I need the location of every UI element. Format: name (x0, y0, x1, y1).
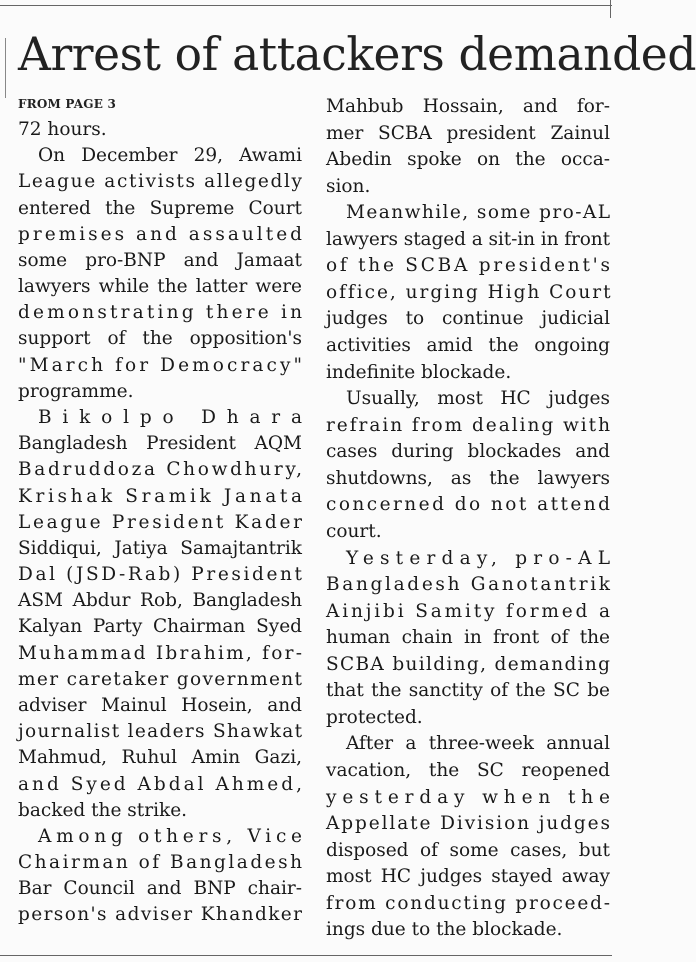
text-line: most HC judges stayed away (326, 866, 610, 888)
text-line: Appellate Division judges (326, 813, 612, 835)
text-line: ASM Abdur Rob, Bangladesh (18, 590, 302, 612)
text-line: Mahmud, Ruhul Amin Gazi, (18, 747, 302, 769)
text-line: that the sanctity of the SC be (326, 680, 610, 702)
text-line: On December 29, Awami (38, 145, 302, 167)
text-line: court. (326, 520, 382, 542)
text-line: After a three-week annual (346, 733, 610, 755)
text-line: Among others, Vice (38, 825, 307, 847)
text-line: support of the opposition's (18, 328, 302, 350)
text-line: human chain in front of the (326, 627, 610, 649)
text-line: shutdowns, as the lawyers (326, 467, 610, 489)
text-line: ings due to the blockade. (326, 919, 563, 941)
text-line: League activists allegedly (18, 171, 304, 193)
text-line: backed the strike. (18, 799, 188, 821)
text-line: mer caretaker government (18, 668, 304, 690)
text-line: activities amid the ongoing (326, 335, 610, 357)
right-edge-rule (610, 0, 611, 18)
text-line: premises and assaulted (18, 223, 306, 245)
text-line: Bar Council and BNP chair- (18, 878, 302, 900)
text-line: judges to continue judicial (326, 308, 610, 330)
text-line: Bangladesh Ganotantrik (326, 574, 613, 596)
text-line: of the SCBA president's (326, 255, 613, 277)
text-line: entered the Supreme Court (18, 197, 302, 219)
left-edge-rule (5, 38, 6, 98)
text-line: Bikolpo Dhara (38, 406, 313, 428)
text-line: SCBA building, demanding (326, 653, 612, 675)
headline: Arrest of attackers demanded (18, 28, 696, 81)
text-line: programme. (18, 380, 134, 402)
text-line: concerned do not attend (326, 494, 613, 516)
text-line: office, urging High Court (326, 281, 613, 303)
text-line: sion. (326, 175, 371, 197)
text-line: cases during blockades and (326, 441, 610, 463)
text-line: refrain from dealing with (326, 414, 612, 436)
text-line: League President Kader (18, 511, 305, 533)
text-line: Muhammad Ibrahim, for- (18, 642, 305, 664)
text-line: vacation, the SC reopened (326, 760, 610, 781)
text-line: some pro-BNP and Jamaat (18, 249, 302, 271)
text-line: Dal (JSD-Rab) President (18, 564, 305, 586)
text-line: lawyers while the latter were (18, 276, 302, 298)
text-line: Kalyan Party Chairman Syed (18, 616, 302, 638)
text-line: Abedin spoke on the occa- (326, 149, 610, 171)
text-line: yesterday when the (326, 786, 616, 808)
text-line: "March for Democracy" (18, 354, 306, 376)
text-line: Usually, most HC judges (346, 388, 610, 410)
text-line: Krishak Sramik Janata (18, 485, 306, 507)
bottom-rule (0, 955, 612, 956)
text-line: Siddiqui, Jatiya Samajtantrik (18, 537, 302, 559)
text-line: Badruddoza Chowdhury, (18, 459, 305, 481)
text-line: disposed of some cases, but (326, 839, 610, 861)
text-line: Mahbub Hossain, and for- (326, 96, 610, 117)
text-line: Yesterday, pro-AL (346, 547, 617, 569)
text-line: 72 hours. (18, 119, 107, 140)
text-line: Bangladesh President AQM (18, 433, 302, 455)
text-line: adviser Mainul Hosein, and (18, 694, 302, 716)
text-line: person's adviser Khandker (18, 904, 304, 926)
text-line: indefinite blockade. (326, 361, 512, 383)
continuation-kicker: FROM PAGE 3 (18, 97, 116, 111)
text-line: demonstrating there in (18, 302, 306, 324)
text-line: Meanwhile, some pro-AL (346, 202, 612, 224)
text-line: mer SCBA president Zainul (326, 122, 610, 144)
text-line: Chairman of Bangladesh (18, 852, 305, 874)
text-line: journalist leaders Shawkat (18, 721, 304, 743)
top-rule (0, 5, 612, 6)
text-line: protected. (326, 706, 423, 728)
text-line: Ainjibi Samity formed a (326, 600, 613, 622)
text-line: lawyers staged a sit-in in front (326, 228, 610, 250)
text-line: from conducting proceed- (326, 892, 612, 914)
text-line: and Syed Abdal Ahmed, (18, 773, 306, 795)
